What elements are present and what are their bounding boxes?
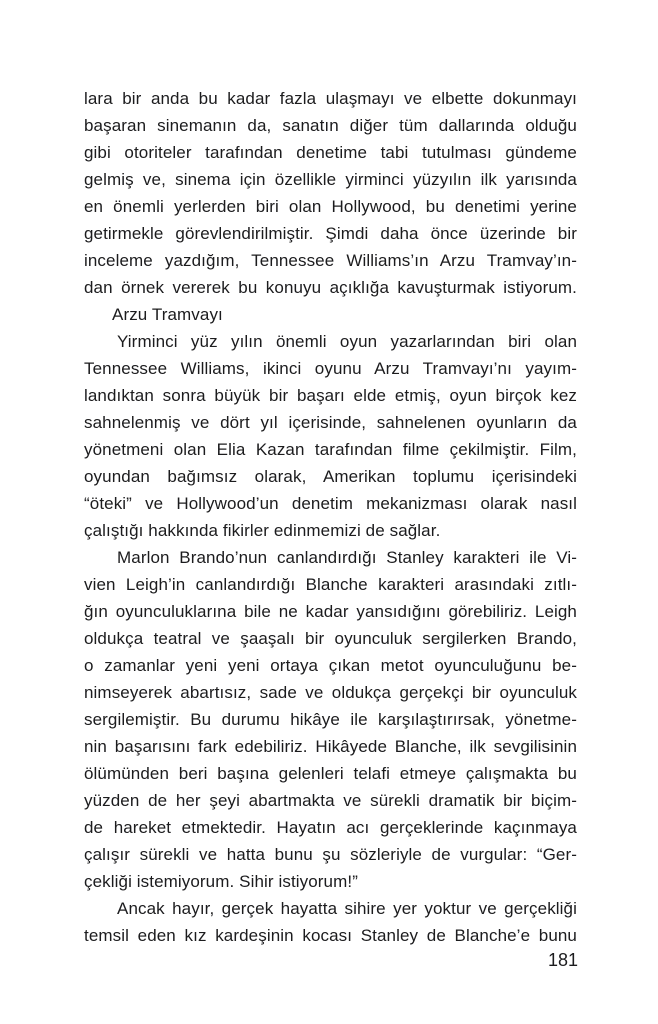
text-line: çalıştığı hakkında fikirler edinmemizi de sağlar. bbox=[84, 521, 441, 540]
text-line: lara bir anda bu kadar fazla ulaşmayı ve elbette dokunmayı bbox=[84, 89, 577, 108]
text-line: en önemli yerlerden biri olan Hollywood, bu denetimi yerine bbox=[84, 197, 577, 216]
page-text-block bbox=[84, 85, 577, 949]
text-line: “öteki” ve Hollywood’un denetim mekanizması olarak nasıl bbox=[84, 494, 577, 513]
section-heading bbox=[84, 301, 577, 328]
text-line: çalışır sürekli ve hatta bunu şu sözleriyle de vurgular: “Ger- bbox=[84, 845, 577, 864]
text-line: nin başarısını fark edebiliriz. Hikâyede Blanche, ilk sevgilisinin bbox=[84, 737, 577, 756]
text-line: vien Leigh’in canlandırdığı Blanche karakteri arasındaki zıtlı- bbox=[84, 575, 577, 594]
text-line: ölümünden beri başına gelenleri telafi etmeye çalışmakta bu bbox=[84, 764, 577, 783]
text-line: ğın oyunculuklarına bile ne kadar yansıdığını görebiliriz. Leigh bbox=[84, 602, 577, 621]
text-line: oldukça teatral ve şaaşalı bir oyunculuk sergilerken Brando, bbox=[84, 629, 577, 648]
paragraph bbox=[84, 544, 577, 895]
text-line: sahnelenmiş ve dört yıl içerisinde, sahnelenen oyunların da bbox=[84, 413, 577, 432]
text-line: Yirminci yüz yılın önemli oyun yazarlarından biri olan bbox=[117, 332, 577, 351]
text-line: gelmiş ve, sinema için özellikle yirminci yüzyılın ilk yarısında bbox=[84, 170, 577, 189]
text-line: başaran sinemanın da, sanatın diğer tüm dallarında olduğu bbox=[84, 116, 577, 135]
text-line: dan örnek vererek bu konuyu açıklığa kavuşturmak istiyorum. bbox=[84, 278, 577, 297]
text-line: gibi otoriteler tarafından denetime tabi tutulması gündeme bbox=[84, 143, 577, 162]
text-line: landıktan sonra büyük bir başarı elde etmiş, oyun birçok kez bbox=[84, 386, 577, 405]
text-line: oyundan bağımsız olarak, Amerikan toplumu içerisindeki bbox=[84, 467, 577, 486]
text-line: sergilemiştir. Bu durumu hikâye ile karşılaştırırsak, yönetme- bbox=[84, 710, 577, 729]
paragraph bbox=[84, 895, 577, 949]
heading-line: Arzu Tramvayı bbox=[112, 305, 223, 324]
text-line: yüzden de her şeyi abartmakta ve sürekli dramatik bir biçim- bbox=[84, 791, 577, 810]
text-line: çekliği istemiyorum. Sihir istiyorum!” bbox=[84, 872, 358, 891]
text-line: o zamanlar yeni yeni ortaya çıkan metot oyunculuğunu be- bbox=[84, 656, 577, 675]
text-line: nimseyerek abartısız, sade ve oldukça gerçekçi bir oyunculuk bbox=[84, 683, 577, 702]
page-number: 181 bbox=[547, 950, 578, 970]
paragraph bbox=[84, 85, 577, 301]
text-line: Ancak hayır, gerçek hayatta sihire yer yoktur ve gerçekliği bbox=[117, 899, 577, 918]
text-line: Tennessee Williams, ikinci oyunu Arzu Tramvayı’nı yayım- bbox=[84, 359, 577, 378]
text-line: yönetmeni olan Elia Kazan tarafından filme çekilmiştir. Film, bbox=[84, 440, 577, 459]
text-line: temsil eden kız kardeşinin kocası Stanley de Blanche’e bunu bbox=[84, 926, 577, 945]
text-line: de hareket etmektedir. Hayatın acı gerçeklerinde kaçınmaya bbox=[84, 818, 577, 837]
text-line: inceleme yazdığım, Tennessee Williams’ın Arzu Tramvay’ın- bbox=[84, 251, 577, 270]
text-line: getirmekle görevlendirilmiştir. Şimdi daha önce üzerinde bir bbox=[84, 224, 577, 243]
text-line: Marlon Brando’nun canlandırdığı Stanley karakteri ile Vi- bbox=[117, 548, 577, 567]
paragraph bbox=[84, 328, 577, 544]
